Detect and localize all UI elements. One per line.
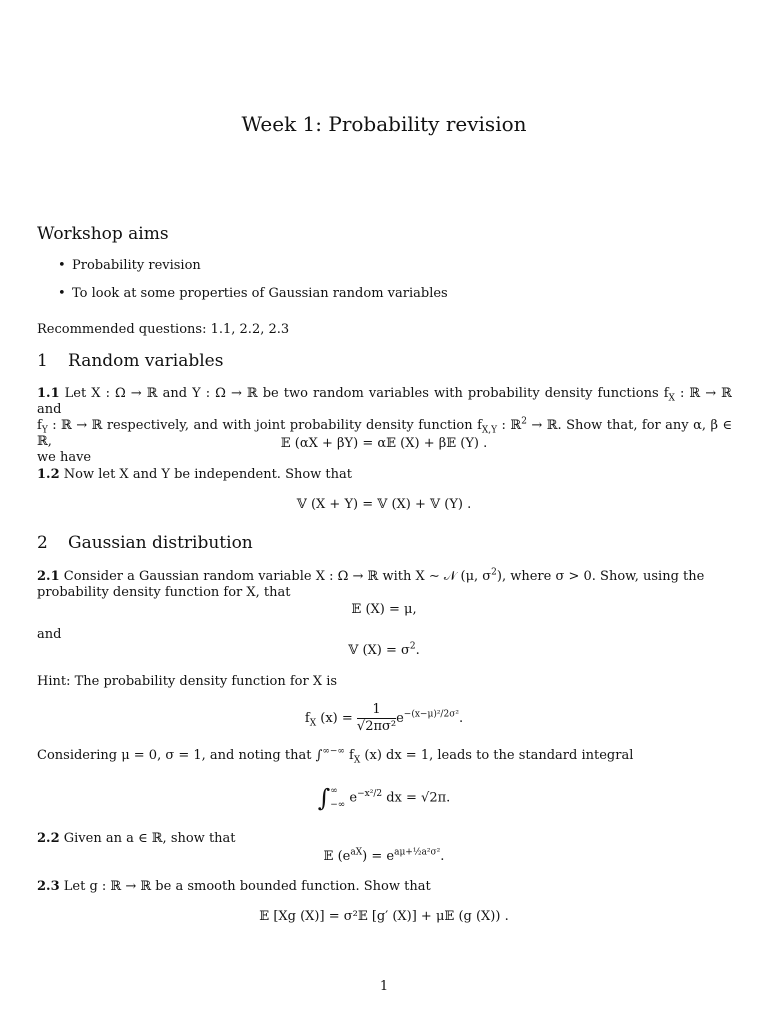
equation-mean: 𝔼 (X) = μ, — [351, 602, 417, 617]
question-2-2: 2.2 Given an a ∈ ℝ, show that — [37, 831, 236, 846]
aims-item — [58, 286, 448, 302]
equation-gaussian-pdf: $f_X$ (x) = $\frac{1}{\text{√2πσ²}}$ $e^{-(x-\mu)^2/2\sigma^2}$. — [304, 702, 464, 734]
section-number: 2 — [37, 533, 48, 553]
hint-text: Hint: The probability density function for X is — [37, 674, 338, 689]
page-number: 1 — [379, 979, 389, 994]
question-number: 2.1 — [37, 569, 60, 584]
bullet-icon: • — [58, 286, 66, 301]
question-number: 1.1 — [37, 386, 60, 401]
equation-steins-lemma: 𝔼 [Xg (X)] = σ²𝔼 [g′ (X)] + μ𝔼 (g (X)) . — [259, 909, 509, 924]
equation-variance-sum: 𝕍 (X + Y) = 𝕍 (X) + 𝕍 (Y) . — [296, 497, 472, 512]
aims-item — [58, 258, 201, 274]
section-title: Gaussian distribution — [68, 533, 253, 553]
pdf-fraction: $\frac{1}{\text{√2πσ²}}$ — [356, 702, 397, 734]
question-1-1: 1.1 Let X : Ω → ℝ and Y : Ω → ℝ be two random variables with probability density functions $f_X$ : ℝ → ℝ and $f_Y$ : ℝ → ℝ respectively, and with joint probability density function $f_{X,Y}$ : ℝ$^2$ → ℝ. Show that, for any α, β ∈ ℝ, we have — [37, 386, 733, 465]
workshop-aims-heading: Workshop aims — [37, 224, 169, 244]
standard-integral-intro: Considering μ = 0, σ = 1, and noting that ∫∞−∞ $f_X$ (x) dx = 1, leads to the standard integral — [37, 746, 634, 766]
aims-item-text: Probability revision — [72, 258, 201, 273]
question-2-1: 2.1 Consider a Gaussian random variable X : Ω → ℝ with X ∼ 𝒩 (μ, $\sigma^2$), where σ > 0. Show, using the probability density function for X, that — [37, 567, 705, 600]
section-2-heading — [37, 535, 253, 551]
page-title: Week 1: Probability revision — [241, 112, 527, 136]
equation-mgf: 𝔼 $(e^{aX}) = e^{a\mu+\frac{1}{2}a^2\sigma^2}$. — [323, 847, 445, 864]
and-text: and — [37, 627, 62, 642]
question-number: 2.3 — [37, 879, 60, 894]
aims-item-text: To look at some properties of Gaussian random variables — [72, 286, 448, 301]
equation-expectation-linearity: 𝔼 (αX + βY) = α𝔼 (X) + β𝔼 (Y) . — [280, 436, 488, 451]
equation-standard-integral: ∫ ∞ −∞ $e^{-x^2/2}$ dx = √2π. — [317, 784, 451, 812]
question-number: 1.2 — [37, 467, 60, 482]
question-1-2: 1.2 Now let X and Y be independent. Show that — [37, 467, 353, 482]
section-title: Random variables — [68, 351, 224, 371]
question-2-3: 2.3 Let g : ℝ → ℝ be a smooth bounded function. Show that — [37, 879, 431, 894]
equation-variance: 𝕍 $(X) = \sigma^2$. — [348, 641, 420, 658]
question-number: 2.2 — [37, 831, 60, 846]
recommended-questions: Recommended questions: 1.1, 2.2, 2.3 — [37, 322, 290, 337]
section-number: 1 — [37, 351, 48, 371]
bullet-icon: • — [58, 258, 66, 273]
section-1-heading — [37, 353, 223, 369]
